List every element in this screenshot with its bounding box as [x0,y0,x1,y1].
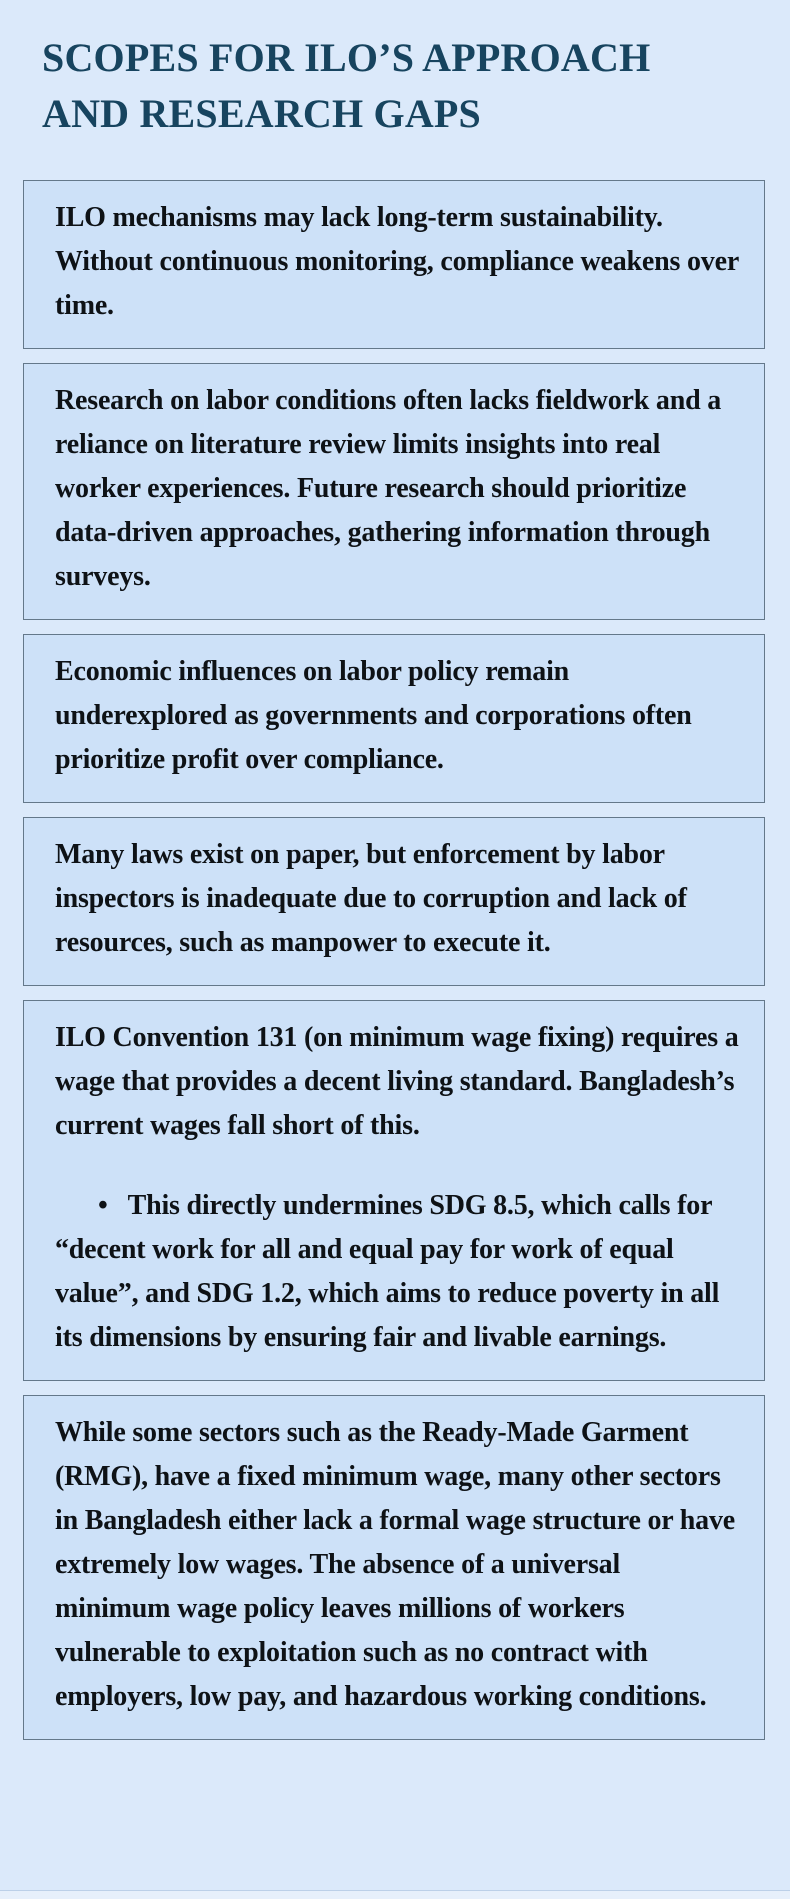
scope-box-convention-131-bullet-text: This directly undermines SDG 8.5, which calls for “decent work for all and equal pay for work of equal value”, and SDG 1.2, which aims to reduce poverty in all its dimensions by ensuring fair and livable earnings. [55,1190,720,1353]
scope-box-convention-131-text: ILO Convention 131 (on minimum wage fixing) requires a wage that provides a decent living standard. Bangladesh’s current wages fall short of this. [55,1022,739,1141]
page-title [0,0,790,142]
page-title-line-2: AND RESEARCH GAPS [42,91,482,136]
scope-box-economic-influences [23,634,765,803]
scope-boxes-list [23,180,765,1740]
scope-box-research-fieldwork-text: Research on labor conditions often lacks fieldwork and a reliance on literature review limits insights into real worker experiences. Future research should prioritize data-driven approaches, gathering information through surveys. [55,385,722,592]
scope-box-economic-influences-text: Economic influences on labor policy remain underexplored as governments and corporations often prioritize profit over compliance. [55,656,692,775]
scope-box-sustainability [23,180,765,349]
scope-box-enforcement-text: Many laws exist on paper, but enforcement by labor inspectors is inadequate due to corruption and lack of resources, such as manpower to execute it. [55,839,687,958]
page-title-line-1: SCOPES FOR ILO’S APPROACH [42,35,651,80]
scope-box-minimum-wage [23,1395,765,1740]
scope-box-research-fieldwork [23,363,765,620]
bullet-icon: • [98,1190,108,1221]
scope-box-convention-131-bullet [55,1184,740,1360]
scope-box-sustainability-text: ILO mechanisms may lack long-term sustainability. Without continuous monitoring, compliance weakens over time. [55,202,739,321]
scope-box-minimum-wage-text: While some sectors such as the Ready-Made Garment (RMG), have a fixed minimum wage, many other sectors in Bangladesh either lack a formal wage structure or have extremely low wages. The absence of a universal minimum wage policy leaves millions of workers vulnerable to exploitation such as no contract with employers, low pay, and hazardous working conditions. [55,1417,736,1712]
scope-box-enforcement [23,817,765,986]
section-divider [0,1890,790,1899]
scope-box-convention-131 [23,1000,765,1381]
